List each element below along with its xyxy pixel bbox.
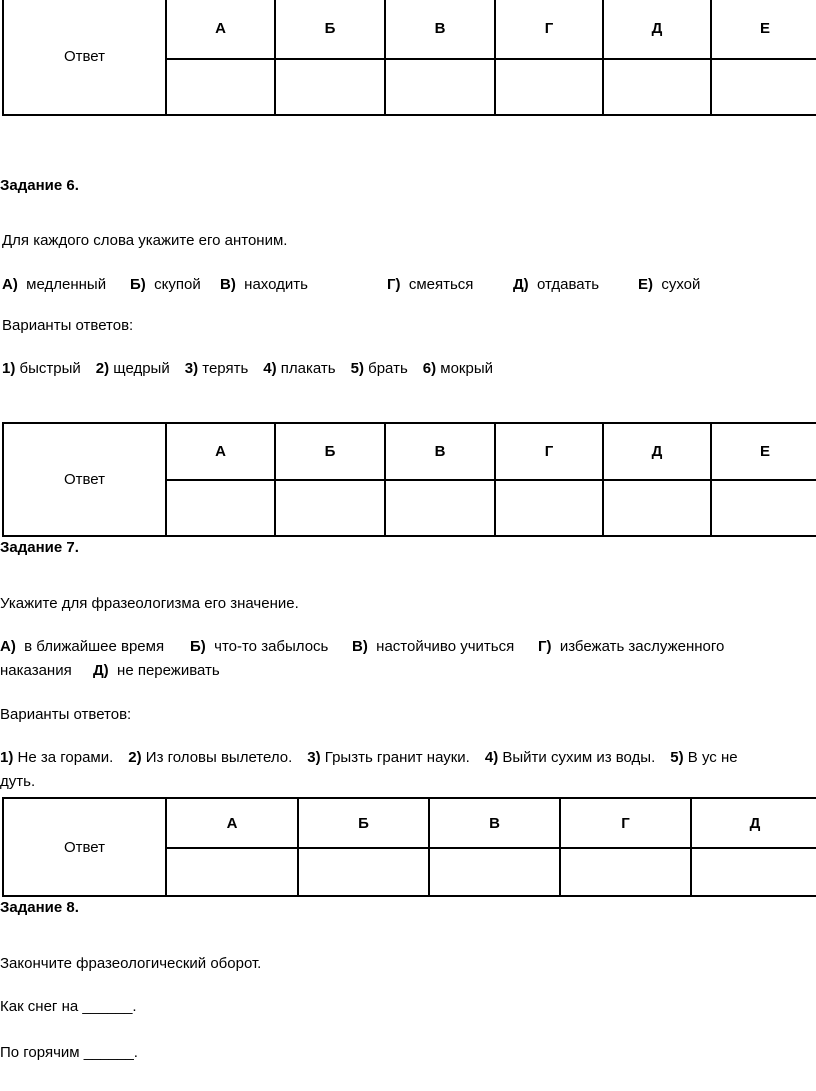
header-cell: А [166,798,298,848]
answer-label: Ответ [3,0,166,115]
answer-cell[interactable] [166,848,298,896]
task-6-item: В) находить [220,276,308,293]
header-cell: Д [691,798,816,848]
task-6-item: Д) отдавать [513,276,600,293]
task-8-line-2: По горячим ______. [0,1044,138,1061]
answer-label: Ответ [3,423,166,536]
header-cell: Е [711,423,816,480]
header-cell: В [385,423,495,480]
task-7-variants: 1) Не за горами. 2) Из головы вылетело. 3) Грызть гранит науки. 4) Выйти сухим из воды. 5) В ус не [0,749,738,766]
header-cell: Д [603,423,711,480]
task-7-variants-continuation: дуть. [0,773,36,790]
header-cell: В [385,0,495,59]
header-cell: Е [711,0,816,59]
header-cell: Б [275,423,385,480]
answer-cell[interactable] [691,848,816,896]
task-7-variants-label: Варианты ответов: [0,706,132,723]
answer-cell[interactable] [429,848,560,896]
task-6-variants: 1) быстрый 2) щедрый 3) терять 4) плакать 5) брать 6) мокрый [2,360,494,377]
task-6-item: Б) скупой [130,276,201,293]
answer-cell[interactable] [385,59,495,115]
answer-cell[interactable] [711,480,816,536]
task-7-item: Г) избежать заслуженного [538,638,725,655]
answer-cell[interactable] [275,480,385,536]
answer-cell[interactable] [166,59,275,115]
task-7-title: Задание 7. [0,539,79,556]
task-8-instruction: Закончите фразеологический оборот. [0,955,262,972]
task-8-title: Задание 8. [0,899,79,916]
header-cell: В [429,798,560,848]
answer-cell[interactable] [275,59,385,115]
answer-table-2 [2,422,816,537]
task-6-item: Г) смеяться [387,276,474,293]
answer-cell[interactable] [603,480,711,536]
header-cell: Д [603,0,711,59]
answer-cell[interactable] [560,848,691,896]
task-6-item: Е) сухой [638,276,701,293]
answer-cell[interactable] [166,480,275,536]
answer-cell[interactable] [603,59,711,115]
answer-table-1 [2,0,816,116]
task-6-title: Задание 6. [0,177,79,194]
header-cell: Г [495,423,603,480]
task-7-item: Д) не переживать [93,662,220,679]
task-7-instruction: Укажите для фразеологизма его значение. [0,595,299,612]
task-7-item: Б) что-то забылось [190,638,329,655]
header-cell: Г [560,798,691,848]
task-6-variants-label: Варианты ответов: [2,317,134,334]
answer-cell[interactable] [298,848,429,896]
header-cell: Б [275,0,385,59]
task-8-line-1: Как снег на ______. [0,998,137,1015]
answer-label: Ответ [3,798,166,896]
answer-cell[interactable] [711,59,816,115]
task-6-instruction: Для каждого слова укажите его антоним. [2,232,288,249]
task-7-item: А) в ближайшее время [0,638,165,655]
task-7-item: В) настойчиво учиться [352,638,515,655]
task-7-item-continuation: наказания [0,662,72,679]
header-cell: А [166,423,275,480]
header-cell: Г [495,0,603,59]
header-cell: А [166,0,275,59]
answer-cell[interactable] [495,480,603,536]
answer-cell[interactable] [385,480,495,536]
header-cell: Б [298,798,429,848]
answer-cell[interactable] [495,59,603,115]
answer-table-3 [2,797,816,897]
task-6-item: А) медленный [2,276,107,293]
